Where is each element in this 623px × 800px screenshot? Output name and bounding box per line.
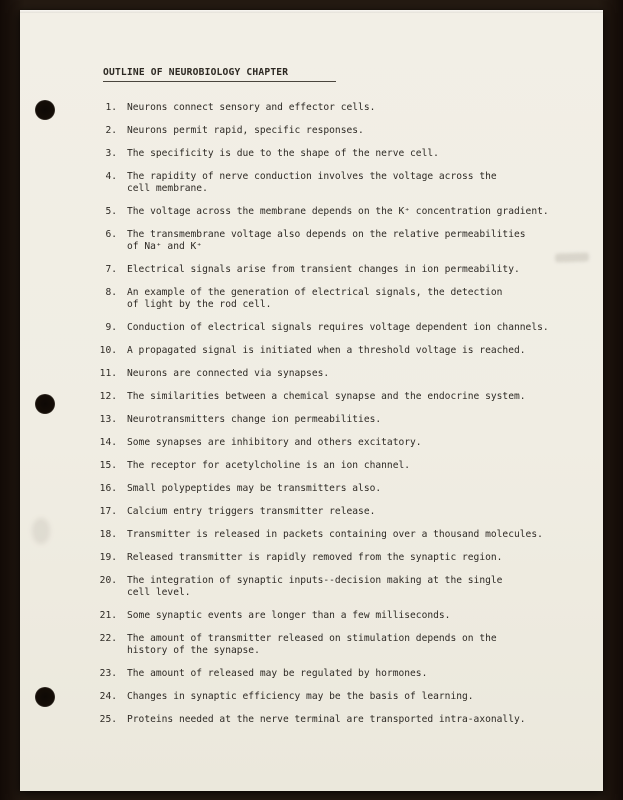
item-number: 24. — [99, 691, 117, 702]
outline-item — [99, 322, 585, 334]
item-number: 18. — [99, 529, 117, 540]
item-number: 13. — [99, 414, 117, 425]
outline-item — [99, 437, 585, 449]
item-text: Neurons permit rapid, specific responses. — [127, 125, 364, 136]
outline-list — [99, 102, 585, 737]
outline-item — [99, 460, 585, 472]
item-number: 20. — [99, 575, 117, 586]
outline-item — [99, 287, 585, 311]
item-text: Changes in synaptic efficiency may be the basis of learning. — [127, 691, 474, 702]
item-number: 5. — [105, 206, 117, 217]
outline-item — [99, 206, 585, 218]
item-text: Proteins needed at the nerve terminal are transported intra-axonally. — [127, 714, 526, 725]
outline-item — [99, 575, 585, 599]
item-number: 4. — [105, 171, 117, 182]
hole-punch — [35, 687, 55, 707]
item-number: 21. — [99, 610, 117, 621]
item-number: 15. — [99, 460, 117, 471]
item-number: 12. — [99, 391, 117, 402]
outline-item — [99, 691, 585, 703]
outline-item — [99, 552, 585, 564]
item-number: 16. — [99, 483, 117, 494]
hole-punch — [35, 100, 55, 120]
item-number: 23. — [99, 668, 117, 679]
item-text: The receptor for acetylcholine is an ion channel. — [127, 460, 411, 471]
item-text: The amount of transmitter released on stimulation depends on the history of the synapse. — [127, 633, 497, 656]
item-number: 11. — [99, 368, 117, 379]
item-text: The rapidity of nerve conduction involves the voltage across the cell membrane. — [127, 171, 497, 194]
item-text: Calcium entry triggers transmitter release. — [127, 506, 376, 517]
item-text: The transmembrane voltage also depends on the relative permeabilities of Na⁺ and K⁺ — [127, 229, 526, 252]
outline-item — [99, 414, 585, 426]
outline-item — [99, 633, 585, 657]
item-number: 25. — [99, 714, 117, 725]
item-text: Released transmitter is rapidly removed from the synaptic region. — [127, 552, 503, 563]
outline-item — [99, 125, 585, 137]
item-text: Some synapses are inhibitory and others excitatory. — [127, 437, 422, 448]
outline-item — [99, 506, 585, 518]
item-number: 1. — [105, 102, 117, 113]
outline-item — [99, 610, 585, 622]
outline-item — [99, 368, 585, 380]
item-text: A propagated signal is initiated when a threshold voltage is reached. — [127, 345, 526, 356]
outline-item — [99, 483, 585, 495]
hole-punch — [35, 394, 55, 414]
item-text: The specificity is due to the shape of the nerve cell. — [127, 148, 439, 159]
outline-item — [99, 345, 585, 357]
item-text: The integration of synaptic inputs--decision making at the single cell level. — [127, 575, 503, 598]
item-number: 17. — [99, 506, 117, 517]
item-text: Electrical signals arise from transient changes in ion permeability. — [127, 264, 520, 275]
outline-item — [99, 668, 585, 680]
item-text: Some synaptic events are longer than a few milliseconds. — [127, 610, 451, 621]
outline-item — [99, 229, 585, 253]
outline-item — [99, 102, 585, 114]
item-number: 9. — [105, 322, 117, 333]
outline-item — [99, 148, 585, 160]
item-number: 10. — [99, 345, 117, 356]
outline-item — [99, 714, 585, 726]
item-number: 6. — [105, 229, 117, 240]
item-text: Conduction of electrical signals requires voltage dependent ion channels. — [127, 322, 549, 333]
item-text: The amount of released may be regulated by hormones. — [127, 668, 428, 679]
item-text: Neurotransmitters change ion permeabilities. — [127, 414, 382, 425]
item-text: An example of the generation of electrical signals, the detection of light by the rod cell. — [127, 287, 503, 310]
outline-item — [99, 391, 585, 403]
item-text: Neurons connect sensory and effector cells. — [127, 102, 376, 113]
item-number: 3. — [105, 148, 117, 159]
ink-smudge — [32, 518, 50, 544]
outline-item — [99, 529, 585, 541]
page-title: OUTLINE OF NEUROBIOLOGY CHAPTER — [103, 67, 336, 82]
document-page — [20, 10, 603, 791]
item-text: The voltage across the membrane depends on the K⁺ concentration gradient. — [127, 206, 549, 217]
item-number: 19. — [99, 552, 117, 563]
item-number: 14. — [99, 437, 117, 448]
item-number: 2. — [105, 125, 117, 136]
item-number: 8. — [105, 287, 117, 298]
outline-item — [99, 171, 585, 195]
paper-top-edge — [20, 10, 603, 13]
item-number: 22. — [99, 633, 117, 644]
item-number: 7. — [105, 264, 117, 275]
item-text: The similarities between a chemical synapse and the endocrine system. — [127, 391, 526, 402]
outline-item — [99, 264, 585, 276]
item-text: Neurons are connected via synapses. — [127, 368, 330, 379]
item-text: Transmitter is released in packets containing over a thousand molecules. — [127, 529, 543, 540]
item-text: Small polypeptides may be transmitters also. — [127, 483, 382, 494]
